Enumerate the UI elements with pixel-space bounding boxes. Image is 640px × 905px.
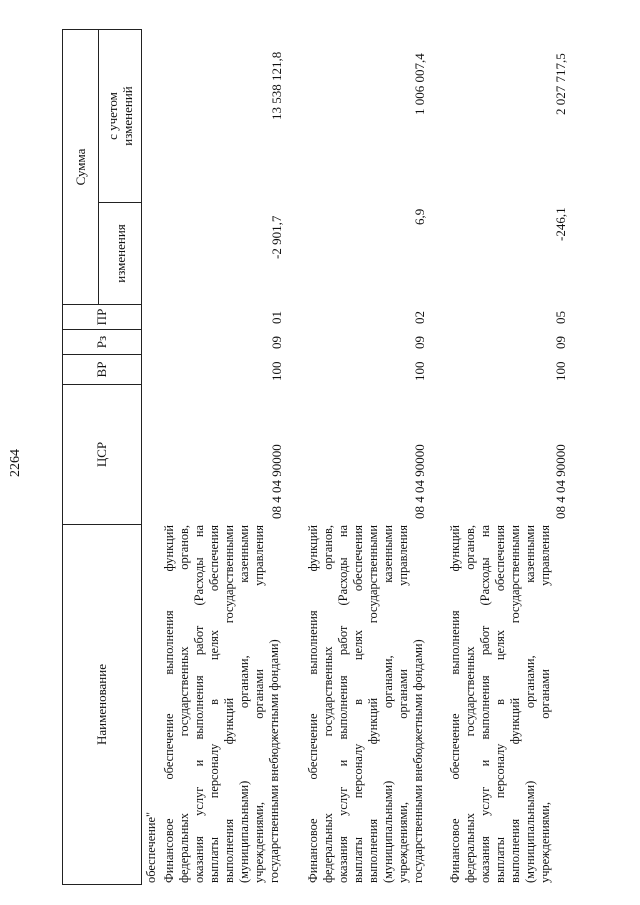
row-3-name-line: учреждениями, органами управления xyxy=(538,525,552,883)
row-3-name-line: оказания услуг и выполнения работ (Расходы на xyxy=(478,525,492,883)
row-3-name-line: Финансовое обеспечение выполнения функций xyxy=(448,525,462,883)
row-3-with-change: 2 027 717,5 xyxy=(553,53,568,115)
header-change: изменения xyxy=(112,224,128,283)
row-1-vr: 100 xyxy=(269,361,284,381)
row-1-change: -2 901,7 xyxy=(269,215,284,259)
header-with-change: с учетом изменений xyxy=(105,86,135,146)
header-sum: Сумма xyxy=(72,148,88,186)
header-name: Наименование xyxy=(94,664,109,745)
row-1-rz: 09 xyxy=(269,336,284,349)
header-pr: ПР xyxy=(94,308,109,326)
row-1-name-line: федеральных государственных органов, xyxy=(177,525,191,883)
row-3-name-line: выполнения функций государственными xyxy=(508,525,522,883)
row-2-name-line: федеральных государственных органов, xyxy=(321,525,335,883)
row-2-name-line: выплаты персоналу в целях обеспечения xyxy=(351,525,365,883)
row-3-pr: 05 xyxy=(553,311,568,324)
row-1-pr: 01 xyxy=(269,311,284,324)
row-1-with-change: 13 538 121,8 xyxy=(269,51,284,120)
row-3-name xyxy=(448,525,553,883)
header-vr: ВР xyxy=(94,361,109,378)
row-2-name xyxy=(306,525,426,883)
table-header-bottom-border xyxy=(141,30,142,885)
row-3-name-line: выплаты персоналу в целях обеспечения xyxy=(493,525,507,883)
row-3-name-line: федеральных государственных органов, xyxy=(463,525,477,883)
row-2-name-line: государственными внебюджетными фондами) xyxy=(411,639,425,883)
row-3-csr: 08 4 04 90000 xyxy=(553,444,568,519)
page-number: 2264 xyxy=(8,449,23,477)
row-2-with-change: 1 006 007,4 xyxy=(412,53,427,115)
row-1-name-line: выплаты персоналу в целях обеспечения xyxy=(207,525,221,883)
header-csr: ЦСР xyxy=(94,441,109,468)
row-3-rz: 09 xyxy=(553,336,568,349)
row-1-name-line: (муниципальными) органами, казенными xyxy=(237,525,251,883)
row-2-name-line: учреждениями, органами управления xyxy=(396,525,410,883)
row-3-change: -246,1 xyxy=(553,207,568,241)
intro-text: обеспечение" xyxy=(144,811,158,883)
row-1-csr: 08 4 04 90000 xyxy=(269,444,284,519)
row-2-name-line: Финансовое обеспечение выполнения функций xyxy=(306,525,320,883)
row-1-name-line: государственными внебюджетными фондами) xyxy=(267,639,281,883)
row-3-name-line: (муниципальными) органами, казенными xyxy=(523,525,537,883)
row-2-pr: 02 xyxy=(412,311,427,324)
row-3-vr: 100 xyxy=(553,361,568,381)
row-1-name xyxy=(162,525,282,883)
row-2-rz: 09 xyxy=(412,336,427,349)
row-1-name-line: Финансовое обеспечение выполнения функций xyxy=(162,525,176,883)
row-2-change: 6,9 xyxy=(412,208,427,225)
row-2-name-line: оказания услуг и выполнения работ (Расходы на xyxy=(336,525,350,883)
row-2-name-line: (муниципальными) органами, казенными xyxy=(381,525,395,883)
row-2-vr: 100 xyxy=(412,361,427,381)
row-2-csr: 08 4 04 90000 xyxy=(412,444,427,519)
row-1-name-line: выполнения функций государственными xyxy=(222,525,236,883)
header-rz: Рз xyxy=(94,335,109,349)
row-1-name-line: оказания услуг и выполнения работ (Расходы на xyxy=(192,525,206,883)
row-1-name-line: учреждениями, органами управления xyxy=(252,525,266,883)
row-2-name-line: выполнения функций государственными xyxy=(366,525,380,883)
table-left-border xyxy=(62,884,142,885)
